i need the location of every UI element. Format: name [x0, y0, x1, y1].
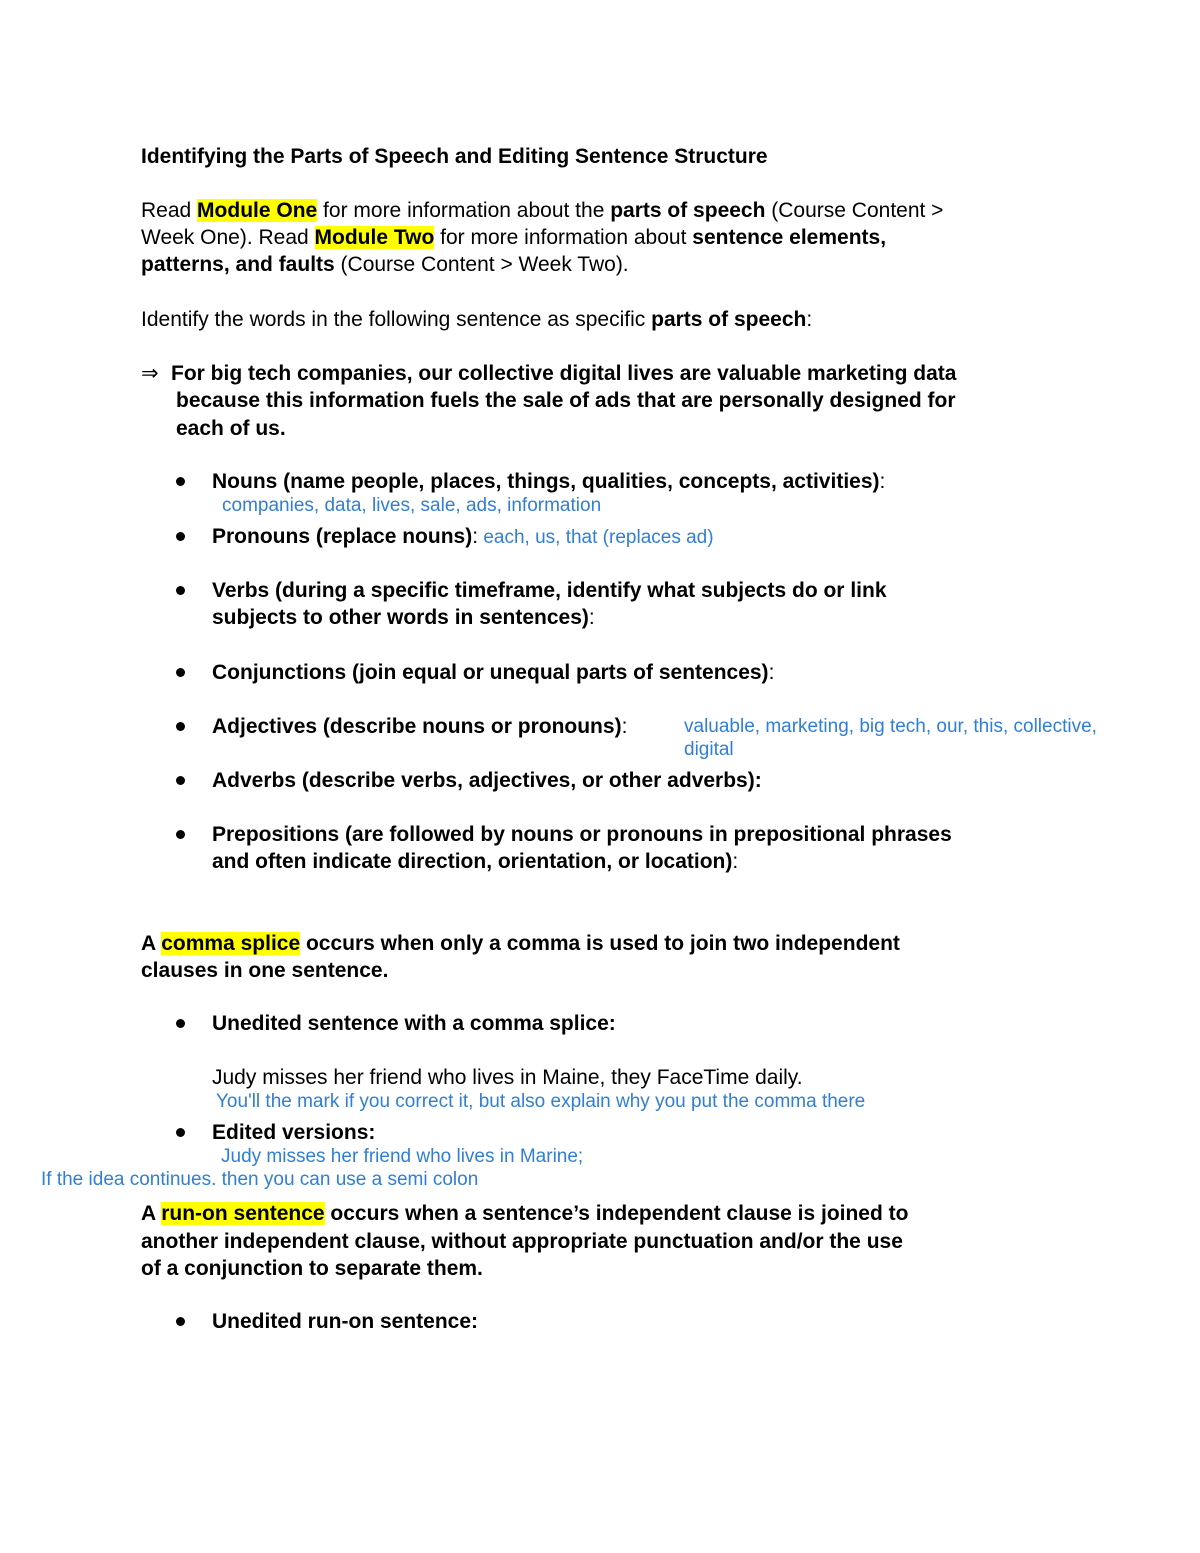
module-one-highlight: Module One	[197, 199, 318, 222]
semicolon-comment: If the idea continues. then you can use a semi colon	[41, 1169, 479, 1190]
adjectives-item: Adjectives (describe nouns or pronouns):	[212, 715, 628, 738]
comma-splice-definition-line-2: clauses in one sentence.	[141, 959, 389, 982]
bullet-icon	[176, 668, 185, 677]
comma-splice-example: Judy misses her friend who lives in Maine, they FaceTime daily.	[212, 1066, 803, 1089]
nouns-answer: companies, data, lives, sale, ads, information	[222, 495, 602, 516]
adjectives-answer-line-1: valuable, marketing, big tech, our, this, collective,	[684, 716, 1097, 737]
run-on-unedited-label: Unedited run-on sentence:	[212, 1310, 479, 1333]
run-on-definition-line-2: another independent clause, without appropriate punctuation and/or the use	[141, 1230, 903, 1253]
page-title: Identifying the Parts of Speech and Editing Sentence Structure	[141, 145, 768, 168]
conjunctions-item: Conjunctions (join equal or unequal parts of sentences):	[212, 661, 775, 684]
bullet-icon	[176, 586, 185, 595]
sentence-line-1: For big tech companies, our collective digital lives are valuable marketing data	[171, 362, 957, 385]
bullet-icon	[176, 477, 185, 486]
bullet-icon	[176, 722, 185, 731]
prepositions-item-line-1: Prepositions (are followed by nouns or pronouns in prepositional phrases	[212, 823, 952, 846]
sentence-line-2: because this information fuels the sale of ads that are personally designed for	[176, 389, 956, 412]
module-two-highlight: Module Two	[314, 226, 435, 249]
comma-splice-edited-label: Edited versions:	[212, 1121, 376, 1144]
bullet-icon	[176, 532, 185, 541]
intro-line-1: Read Module One for more information about the parts of speech (Course Content >	[141, 199, 944, 222]
sentence-line-3: each of us.	[176, 417, 286, 440]
comma-splice-unedited-label: Unedited sentence with a comma splice:	[212, 1012, 616, 1035]
bullet-icon	[176, 1317, 185, 1326]
identify-instruction: Identify the words in the following sentence as specific parts of speech:	[141, 308, 813, 331]
run-on-highlight: run-on sentence	[161, 1202, 325, 1225]
run-on-definition-line-1: A run-on sentence occurs when a sentence’s independent clause is joined to	[141, 1202, 909, 1225]
prepositions-item-line-2: and often indicate direction, orientation, or location):	[212, 850, 739, 873]
pronouns-answer: each, us, that (replaces ad)	[478, 527, 714, 548]
bullet-icon	[176, 776, 185, 785]
comma-splice-edited-answer: Judy misses her friend who lives in Marine;	[221, 1146, 584, 1167]
comma-splice-highlight: comma splice	[161, 932, 301, 955]
arrow-icon: ⇒	[141, 362, 159, 385]
bullet-icon	[176, 830, 185, 839]
comma-splice-comment: You'll the mark if you correct it, but also explain why you put the comma there	[216, 1091, 866, 1112]
verbs-item-line-2: subjects to other words in sentences):	[212, 606, 595, 629]
adjectives-answer-line-2: digital	[684, 739, 734, 760]
intro-line-3: patterns, and faults (Course Content > Week Two).	[141, 253, 629, 276]
nouns-item: Nouns (name people, places, things, qualities, concepts, activities):	[212, 470, 886, 493]
adverbs-item: Adverbs (describe verbs, adjectives, or other adverbs):	[212, 769, 762, 792]
comma-splice-definition-line-1: A comma splice occurs when only a comma is used to join two independent	[141, 932, 900, 955]
run-on-definition-line-3: of a conjunction to separate them.	[141, 1257, 483, 1280]
pronouns-item: Pronouns (replace nouns): each, us, that (replaces ad)	[212, 525, 714, 548]
verbs-item-line-1: Verbs (during a specific timeframe, identify what subjects do or link	[212, 579, 887, 602]
bullet-icon	[176, 1128, 185, 1137]
intro-line-2: Week One). Read Module Two for more information about sentence elements,	[141, 226, 887, 249]
bullet-icon	[176, 1019, 185, 1028]
